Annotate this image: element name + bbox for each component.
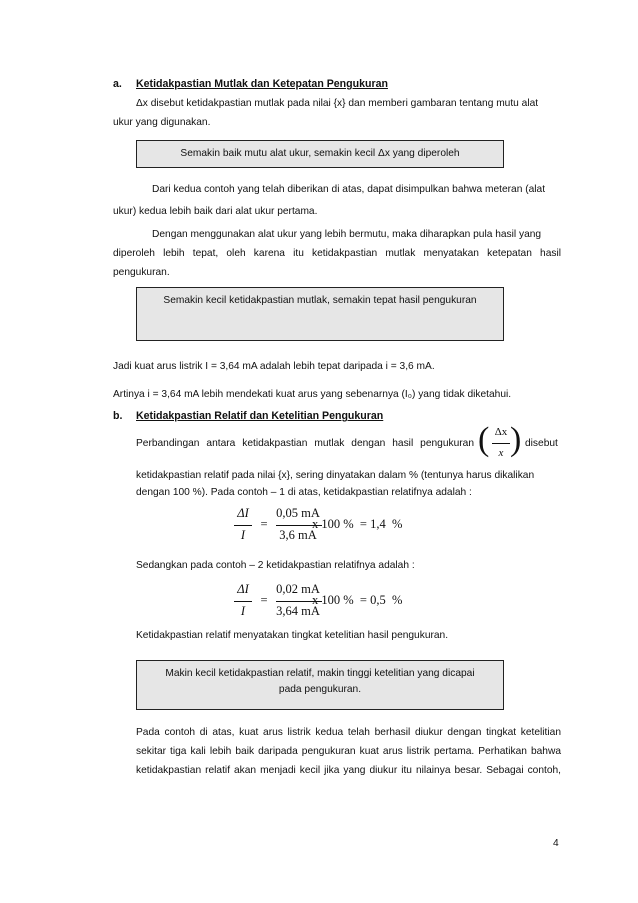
para2-line2: ukur) kedua lebih baik dari alat ukur pertama.: [113, 206, 318, 217]
section-b-label: b.: [113, 410, 123, 422]
highlight-box-2-text: Semakin kecil ketidakpastian mutlak, semakin tepat hasil pengukuran: [163, 295, 477, 306]
closing-line2: sekitar tiga kali lebih baik daripada pengukuran kuat arus listrik pertama. Perhatikan bahwa: [136, 746, 561, 757]
closing-line3: ketidakpastian relatif akan menjadi kecil jika yang diukur itu nilainya besar. Sebagai contoh,: [136, 765, 561, 776]
section-a-heading: [113, 78, 388, 90]
eq2-rest: x 100 % = 0,5 %: [312, 593, 403, 607]
line-jadi: Jadi kuat arus listrik I = 3,64 mA adalah lebih tepat daripada i = 3,6 mA.: [113, 361, 435, 372]
highlight-box-1-text: Semakin baik mutu alat ukur, semakin kecil Δx yang diperoleh: [180, 148, 460, 159]
intro-line3: dengan 100 %). Pada contoh – 1 di atas, ketidakpastian relatifnya adalah :: [136, 487, 472, 498]
eq2-num: 0,02 mA: [276, 582, 320, 596]
eq1-lhs-line: [234, 525, 252, 526]
line-sedangkan: Sedangkan pada contoh – 2 ketidakpastian relatifnya adalah :: [136, 560, 415, 571]
highlight-box-2: [136, 287, 504, 341]
intro-left: Perbandingan antara ketidakpastian mutlak dengan hasil pengukuran: [136, 438, 474, 449]
eq1-lhs-num: ΔI: [237, 506, 249, 520]
eq2-equals: =: [260, 593, 268, 607]
eq2-den: 3,64 mA: [276, 604, 320, 618]
highlight-box-3-line2: pada pengukuran.: [278, 684, 362, 695]
section-a-label: a.: [113, 78, 122, 90]
right-paren: ): [510, 421, 522, 458]
section-a-title: Ketidakpastian Mutlak dan Ketepatan Pengukuran: [136, 78, 388, 90]
intro-fraction-line: [492, 443, 510, 444]
eq2-lhs-num: ΔI: [237, 582, 249, 596]
closing-line1: Pada contoh di atas, kuat arus listrik kedua telah berhasil diukur dengan tingkat ketelitian: [136, 727, 561, 738]
eq2-lhs-den: I: [240, 604, 246, 618]
para3-line2: diperoleh lebih tepat, oleh karena itu ketidakpastian mutlak menyatakan ketepatan hasil: [113, 248, 561, 259]
left-paren: (: [478, 421, 490, 458]
section-b-title: Ketidakpastian Relatif dan Ketelitian Pengukuran: [136, 410, 384, 422]
intro-line2: ketidakpastian relatif pada nilai {x}, sering dinyatakan dalam % (tentunya harus dikalikan: [136, 470, 535, 481]
eq1-den: 3,6 mA: [279, 528, 317, 542]
section-b-heading: [113, 410, 383, 422]
para2-line1: Dari kedua contoh yang telah diberikan di atas, dapat disimpulkan bahwa meteran (alat: [152, 184, 546, 195]
eq1-rest: x 100 % = 1,4 %: [312, 517, 403, 531]
para3-line1: Dengan menggunakan alat ukur yang lebih bermutu, maka diharapkan pula hasil yang: [152, 229, 542, 240]
page-number: 4: [553, 838, 559, 849]
para3-line3: pengukuran.: [113, 267, 170, 278]
equation-1: [228, 504, 458, 550]
intro-right: disebut: [525, 438, 558, 449]
line-artinya: Artinya i = 3,64 mA lebih mendekati kuat arus yang sebenarnya (I₀) yang tidak diketahui.: [113, 389, 512, 400]
para1-line1: Δx disebut ketidakpastian mutlak pada nilai {x} dan memberi gambaran tentang mutu alat: [136, 98, 539, 109]
equation-2: [228, 580, 458, 626]
highlight-box-1: [136, 140, 504, 168]
eq2-lhs-line: [234, 601, 252, 602]
eq1-equals: =: [260, 517, 268, 531]
intro-fraction-num: Δx: [494, 426, 508, 438]
para1-line2: ukur yang digunakan.: [113, 117, 211, 128]
eq1-num: 0,05 mA: [276, 506, 320, 520]
intro-fraction-den: x: [498, 447, 504, 459]
highlight-box-3: [136, 660, 504, 710]
line-menyatakan: Ketidakpastian relatif menyatakan tingkat ketelitian hasil pengukuran.: [136, 630, 449, 641]
eq1-lhs-den: I: [240, 528, 246, 542]
highlight-box-3-line1: Makin kecil ketidakpastian relatif, makin tinggi ketelitian yang dicapai: [165, 668, 475, 679]
